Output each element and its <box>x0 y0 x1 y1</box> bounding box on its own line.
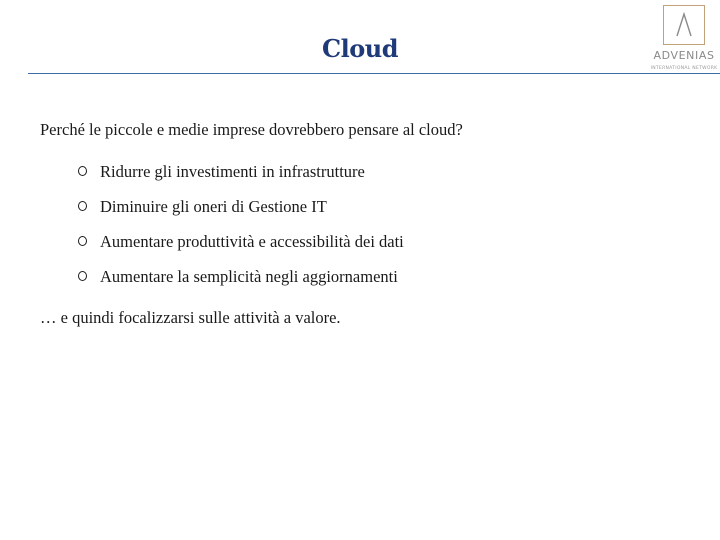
bullet-item <box>78 197 404 232</box>
bullet-item <box>78 232 404 267</box>
bullet-text: Aumentare la semplicità negli aggiornamenti <box>100 267 398 286</box>
bullet-text: Ridurre gli investimenti in infrastrutture <box>100 162 365 181</box>
closing-statement: … e quindi focalizzarsi sulle attività a valore. <box>40 308 341 327</box>
logo-frame <box>663 5 705 45</box>
circle-bullet-icon <box>78 271 87 281</box>
bullet-item <box>78 162 404 197</box>
bullet-item <box>78 267 404 302</box>
slide-title: Cloud <box>322 34 398 63</box>
logo-tagline: INTERNATIONAL NETWORK <box>650 66 718 71</box>
title-divider <box>28 73 720 74</box>
circle-bullet-icon <box>78 201 87 211</box>
circle-bullet-icon <box>78 236 87 246</box>
logo-lambda-icon <box>664 6 704 44</box>
bullet-text: Diminuire gli oneri di Gestione IT <box>100 197 327 216</box>
logo-name: ADVENIAS <box>653 49 715 62</box>
bullet-text: Aumentare produttività e accessibilità dei dati <box>100 232 404 251</box>
intro-question: Perché le piccole e medie imprese dovrebbero pensare al cloud? <box>40 120 463 139</box>
bullet-list <box>78 162 404 302</box>
circle-bullet-icon <box>78 166 87 176</box>
advenias-logo <box>648 3 720 75</box>
